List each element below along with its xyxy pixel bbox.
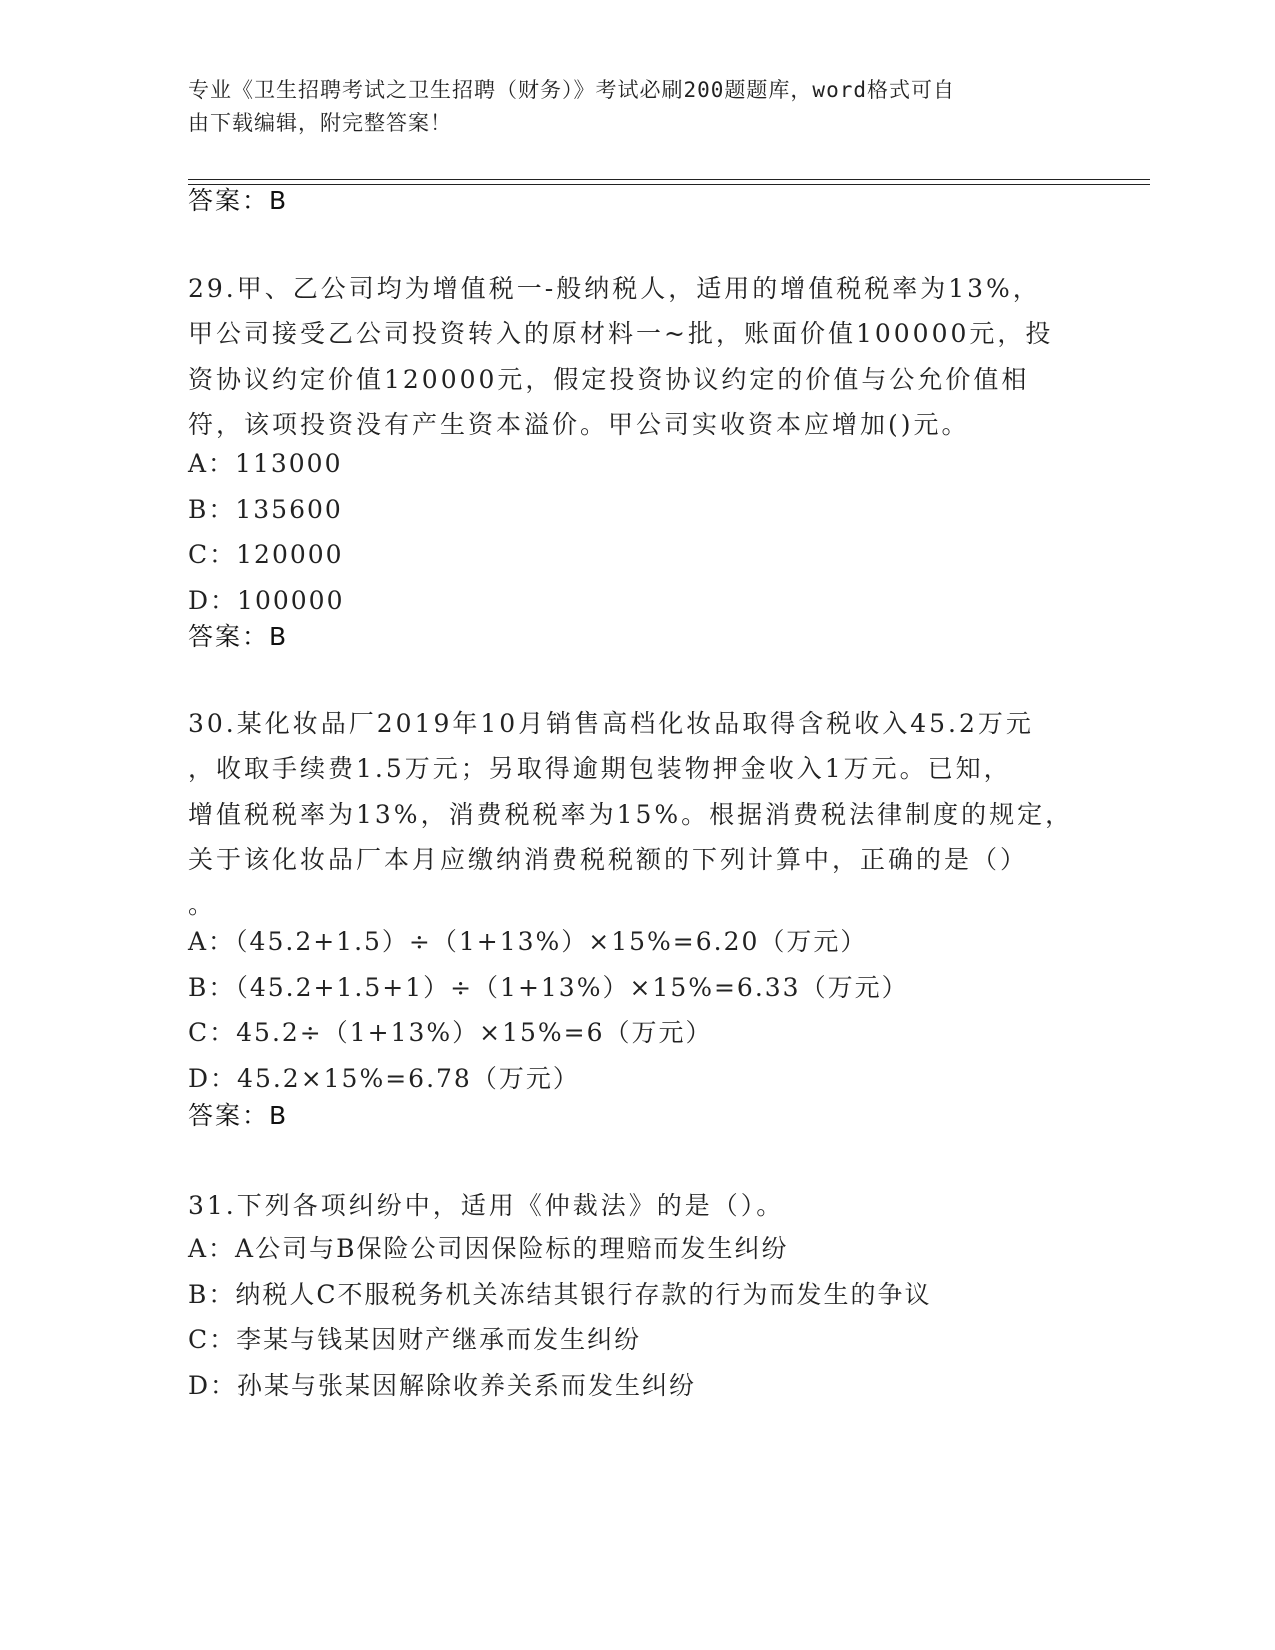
question-29-options: [188, 441, 1088, 623]
question-29: [188, 266, 1088, 447]
document-header: [188, 74, 1068, 140]
answer-q29: 答案：B: [188, 622, 289, 651]
option-a: A：A公司与B保险公司因保险标的理赔而发生纠纷: [188, 1234, 789, 1263]
option-a: A：（45.2+1.5）÷（1+13%）×15%=6.20（万元）: [188, 927, 868, 956]
option-b: B：纳税人C不服税务机关冻结其银行存款的行为而发生的争议: [188, 1279, 932, 1309]
question-stem-line: 关于该化妆品厂本月应缴纳消费税税额的下列计算中，正确的是（）: [188, 844, 1029, 874]
question-stem-line: 30.某化妆品厂2019年10月销售高档化妆品取得含税收入45.2万元: [188, 709, 1034, 738]
answer-q30: 答案：B: [188, 1101, 289, 1130]
option-c: C：李某与钱某因财产继承而发生纠纷: [188, 1325, 642, 1354]
option-b: B：（45.2+1.5+1）÷（1+13%）×15%=6.33（万元）: [188, 972, 909, 1002]
question-31: [188, 1183, 1088, 1228]
question-stem-line: 。: [188, 890, 217, 920]
header-divider-top: [188, 179, 1150, 180]
question-30: [188, 701, 1088, 927]
option-c: C：120000: [188, 540, 344, 569]
option-d: D：45.2×15%=6.78（万元）: [188, 1063, 580, 1093]
header-line-2: 由下载编辑，附完整答案！: [188, 111, 452, 135]
question-stem: 31.下列各项纠纷中，适用《仲裁法》的是（）。: [188, 1191, 785, 1220]
option-d: D：孙某与张某因解除收养关系而发生纠纷: [188, 1370, 697, 1400]
question-30-options: [188, 919, 1088, 1101]
question-31-options: [188, 1226, 1088, 1408]
question-stem-line: 增值税税率为13%，消费税税率为15%。根据消费税法律制度的规定，: [188, 799, 1074, 829]
option-a: A：113000: [188, 449, 343, 478]
option-b: B：135600: [188, 494, 343, 524]
header-divider-bottom: [188, 184, 1150, 185]
header-line-1: 专业《卫生招聘考试之卫生招聘（财务）》考试必刷200题题库，word格式可自: [188, 78, 955, 102]
question-stem-line: ，收取手续费1.5万元；另取得逾期包装物押金收入1万元。已知，: [188, 754, 1012, 784]
question-stem: 29.甲、乙公司均为增值税一-般纳税人，适用的增值税税率为13%，甲公司接受乙公司投资转入的原材料一~批，账面价值100000元，投资协议约定价值120000元，假定投资协议约定的价值与公允价值相符，该项投资没有产生资本溢价。甲公司实收资本应增加()元。: [188, 274, 1054, 439]
option-c: C：45.2÷（1+13%）×15%=6（万元）: [188, 1018, 713, 1047]
option-d: D：100000: [188, 585, 345, 615]
answer-q28: 答案：B: [188, 186, 289, 215]
